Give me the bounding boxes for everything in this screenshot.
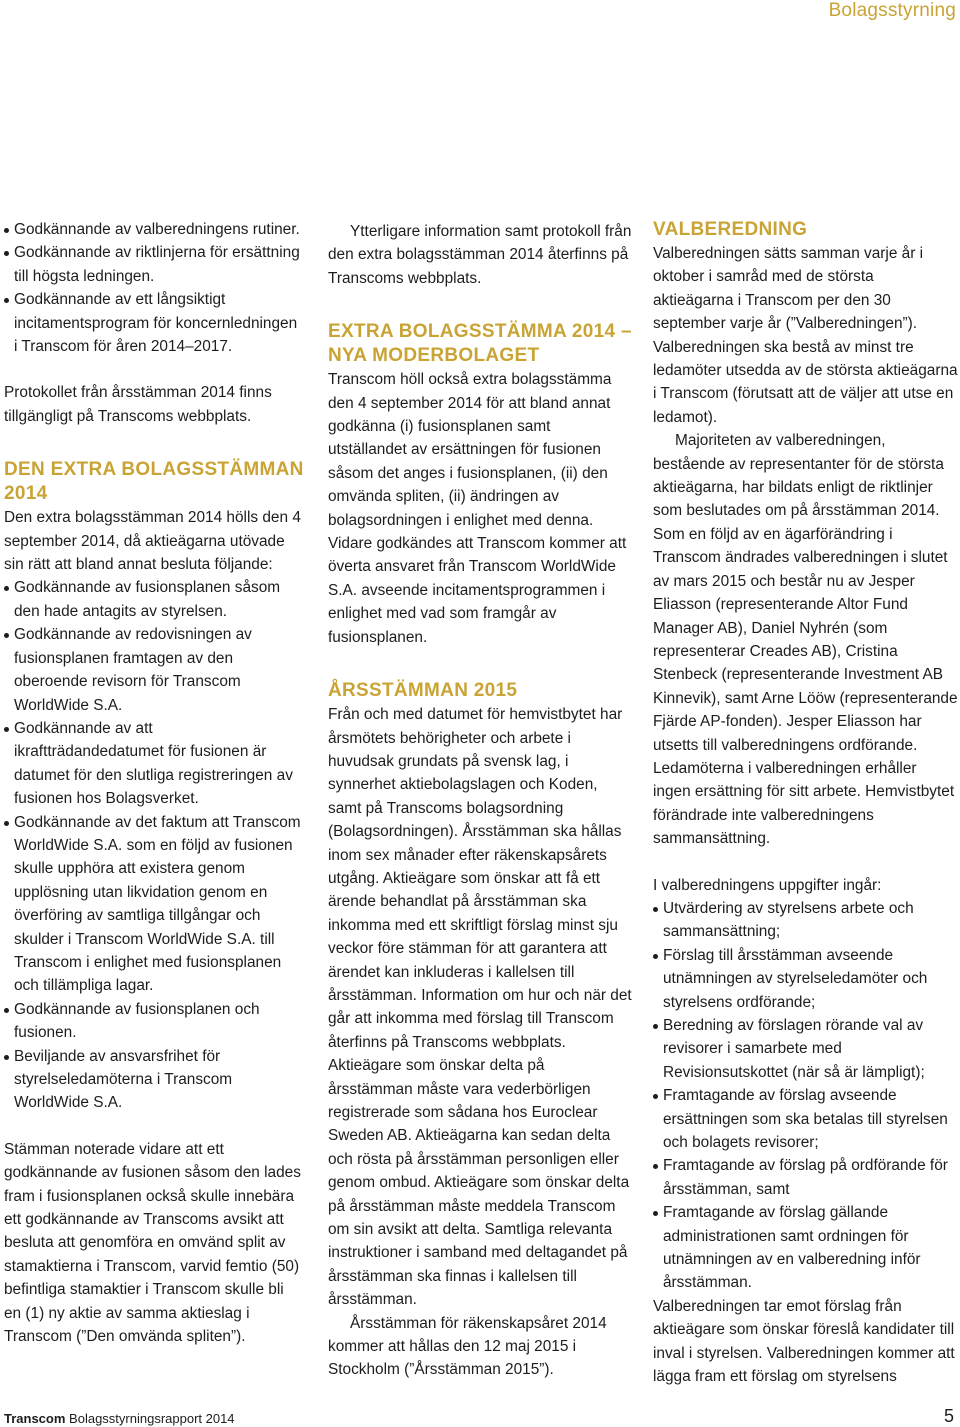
nomination-committee-heading: VALBEREDNING <box>653 219 808 240</box>
list-item: Godkännande av redovisningen av fusionsplanen framtagen av den oberoende revisorn för Transcom WorldWide S.A. <box>4 623 304 717</box>
list-item: Godkännande av fusionsplanen och fusionen. <box>4 998 304 1045</box>
list-item: Beviljande av ansvarsfrihet för styrelseledamöterna i Transcom WorldWide S.A. <box>4 1045 304 1115</box>
agm-decisions-list <box>4 218 304 358</box>
new-parent-heading: EXTRA BOLAGSSTÄMMA 2014 – NYA MODERBOLAGET <box>328 321 632 367</box>
list-item: Godkännande av riktlinjerna för ersättning till högsta ledningen. <box>4 241 304 288</box>
footer <box>4 1411 235 1426</box>
new-parent-paragraph: Transcom höll också extra bolagsstämma den 4 september 2014 för att bland annat godkänna (i) fusionsplanen samt utställandet av ersättningen för fusionen såsom det anges i fusionsplanen, (ii) den omvända spliten, (ii) ändringen av bolagsordningen i enlighet med denna. Vidare godkändes att Transcom kommer att överta ansvaret från Transcom WorldWide S.A. avseende incitamentsprogrammen i enlighet med vad som framgår av fusionsplanen. <box>328 371 627 646</box>
list-item: Godkännande av det faktum att Transcom WorldWide S.A. som en följd av fusionen skulle upphöra att existera genom upplösning utan likvidation genom en överföring av samtliga tillgångar och skulder i Transcom WorldWide S.A. till Transcom i enlighet med fusionsplanen och tillämpliga lagar. <box>4 811 304 998</box>
list-item: Utvärdering av styrelsens arbete och sammansättning; <box>653 897 958 944</box>
extra-meeting-decisions-list <box>4 576 304 1114</box>
list-item: Godkännande av att ikraftträdandedatumet för fusionen är datumet för den slutliga registreringen av fusionen hos Bolagsverket. <box>4 717 304 811</box>
list-item: Godkännande av ett långsiktigt incitamentsprogram för koncernledningen i Transcom för åren 2014–2017. <box>4 288 304 358</box>
nomination-committee-paragraph: Valberedningen sätts samman varje år i oktober i samråd med de största aktieägarna i Transcom per den 30 september varje år (”Valberedningen”). Valberedningen ska bestå av minst tre ledamöter utsedda av de största aktieägarna i Transcom (förutsatt att de väljer att utse en ledamot). <box>653 245 958 426</box>
section-title: Bolagsstyrning <box>828 0 956 21</box>
column-left <box>4 218 304 1348</box>
extra-meeting-heading: DEN EXTRA BOLAGSSTÄMMAN 2014 <box>4 459 304 505</box>
nomination-committee-members-paragraph: Majoriteten av valberedningen, bestående av representanter för de största aktieägarna, har bildats enligt de riktlinjer som beslutades om på årsstämman 2014. Som en följd av en ägarförändring i Transcom ändrades valberedningen i slutet av mars 2015 och består nu av Jesper Eliasson (representerande Altor Fund Manager AB), Daniel Nyhrén (som representerar Creades AB), Cristina Stenbeck (representerande Investment AB Kinnevik), samt Arne Lööw (representerande Fjärde AP-fonden). Jesper Eliasson har utsetts till valberedningens ordförande. Ledamöterna i valberedningen erhåller ingen ersättning för sitt arbete. Hemvistbytet förändrade inte valberedningens sammansättning. <box>653 432 958 848</box>
page-number: 5 <box>943 1406 954 1426</box>
extra-meeting-intro: Den extra bolagsstämman 2014 hölls den 4 september 2014, då aktieägarna utövade sin rätt att bland annat besluta följande: <box>4 509 301 574</box>
reverse-split-paragraph: Stämman noterade vidare att ett godkännande av fusionen såsom den lades fram i fusionsplanen också skulle innebära ett godkännande av Transcoms avsikt att besluta att genomföra en omvänd split av stamaktierna i Transcom, varvid femtio (50) befintliga stamaktier i Transcom skulle bli en (1) ny aktie av samma aktieslag i Transcom (”Den omvända spliten”). <box>4 1140 301 1346</box>
agm-2015-heading: ÅRSSTÄMMAN 2015 <box>328 680 518 702</box>
agm-2015-paragraph: Från och med datumet för hemvistbytet har årsmötets behörigheter och arbete i huvudsak grundats på svensk lag, i synnerhet aktiebolagslagen och Koden, samt på Transcoms bolagsordning (Bolagsordningen). Årsstämman ska hållas inom sex månader efter räkenskapsårets utgång. Aktieägare som önskar att få ett ärende behandlat på årsstämman ska inkomma med ett skriftligt förslag minst sju veckor före stämman för att garantera att ärendet kan inkluderas i kallelsen till årsstämman. Information om hur och när det går att inkomma med förslag till Transcom återfinns på Transcoms webbplats. Aktieägare som önskar delta på årsstämman måste vara vederbörligen registrerade som sådana hos Euroclear Sweden AB. Aktieägarna kan sedan delta och rösta på årsstämman personligen eller genom ombud. Aktieägare som önskar delta på årsstämman måste meddela Transcom om sin avsikt att delta. Samtliga relevanta instruktioner i samband med deltagandet på årsstämman ska finnas i kallelsen till årsstämman. <box>328 706 632 1309</box>
agm-2015-date-paragraph: Årsstämman för räkenskapsåret 2014 kommer att hållas den 12 maj 2015 i Stockholm (”Årsstämman 2015”). <box>328 1314 607 1379</box>
more-info-paragraph: Ytterligare information samt protokoll från den extra bolagsstämman 2014 återfinns på Transcoms webbplats. <box>328 223 632 287</box>
protocol-paragraph: Protokollet från årsstämman 2014 finns tillgängligt på Transcoms webbplats. <box>4 384 272 425</box>
list-item: Godkännande av valberedningens rutiner. <box>4 218 304 241</box>
list-item: Framtagande av förslag avseende ersättningen som ska betalas till styrelsen och bolagets revisorer; <box>653 1084 958 1154</box>
proposals-paragraph: Valberedningen tar emot förslag från aktieägare som önskar föreslå kandidater till inval i styrelsen. Valberedningen kommer att lägga fram ett förslag om styrelsens <box>653 1297 955 1386</box>
list-item: Framtagande av förslag gällande administrationen samt ordningen för utnämningen av en valberedning inför årsstämman. <box>653 1201 958 1295</box>
footer-brand: Transcom <box>4 1411 66 1426</box>
list-item: Godkännande av fusionsplanen såsom den hade antagits av styrelsen. <box>4 576 304 623</box>
column-middle <box>328 220 633 1382</box>
tasks-list <box>653 897 958 1295</box>
list-item: Förslag till årsstämman avseende utnämningen av styrelseledamöter och styrelsens ordförande; <box>653 944 958 1014</box>
tasks-intro: I valberedningens uppgifter ingår: <box>653 876 882 894</box>
list-item: Framtagande av förslag på ordförande för årsstämman, samt <box>653 1154 958 1201</box>
column-right <box>653 218 958 1389</box>
list-item: Beredning av förslagen rörande val av revisorer i samarbete med Revisionsutskottet (när så är lämpligt); <box>653 1014 958 1084</box>
footer-report-title: Bolagsstyrningsrapport 2014 <box>69 1411 235 1426</box>
